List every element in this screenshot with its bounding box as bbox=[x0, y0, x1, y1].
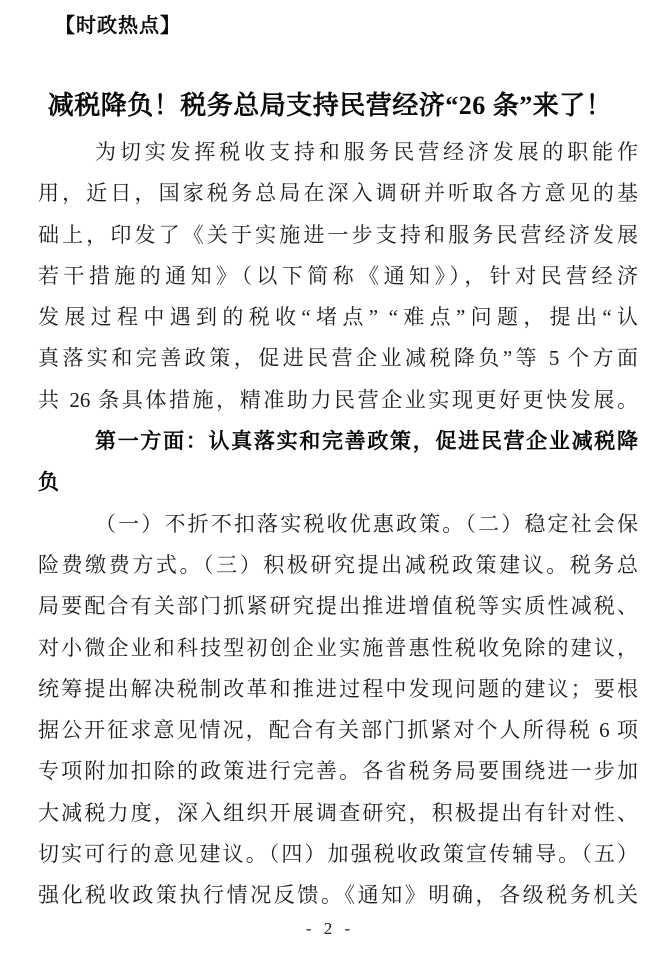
section-heading-line: 第一方面：认真落实和完善政策，促进民营企业减税降 bbox=[95, 429, 638, 454]
body-line: 切实可行的意见建议。（四）加强税收政策宣传辅导。（五） bbox=[38, 842, 638, 867]
body-line: 共 26 条具体措施，精准助力民营企业实现更好更快发展。 bbox=[38, 387, 638, 412]
article-title: 减税降负！税务总局支持民营经济“26 条”来了！ bbox=[47, 91, 613, 120]
body-line: 强化税收政策执行情况反馈。《通知》明确，各级税务机关 bbox=[38, 883, 638, 908]
page-number: - 2 - bbox=[305, 919, 355, 938]
body-line: 局要配合有关部门抓紧研究提出推进增值税等实质性减税、 bbox=[38, 594, 638, 619]
body-line: 据公开征求意见情况，配合有关部门抓紧对个人所得税 6 项 bbox=[38, 718, 638, 743]
body-line: （一）不折不扣落实税收优惠政策。（二）稳定社会保 bbox=[95, 511, 638, 536]
body-line: 真落实和完善政策，促进民营企业减税降负”等 5 个方面 bbox=[38, 346, 638, 371]
body-line: 础上，印发了《关于实施进一步支持和服务民营经济发展 bbox=[38, 222, 638, 247]
body-line: 若干措施的通知》（以下简称《通知》），针对民营经济 bbox=[38, 263, 638, 288]
section-tag: 【时政热点】 bbox=[55, 15, 181, 37]
body-line: 用，近日，国家税务总局在深入调研并听取各方意见的基 bbox=[38, 181, 638, 206]
section-heading-line: 负 bbox=[38, 470, 59, 495]
body-line: 对小微企业和科技型初创企业实施普惠性税收免除的建议， bbox=[38, 635, 638, 660]
body-line: 为切实发挥税收支持和服务民营经济发展的职能作 bbox=[95, 140, 638, 164]
body-line: 统筹提出解决税制改革和推进过程中发现问题的建议；要根 bbox=[38, 676, 638, 701]
body-line: 大减税力度，深入组织开展调查研究，积极提出有针对性、 bbox=[38, 800, 638, 825]
body-line: 专项附加扣除的政策进行完善。各省税务局要围绕进一步加 bbox=[38, 759, 638, 784]
body-line: 险费缴费方式。（三）积极研究提出减税政策建议。税务总 bbox=[38, 552, 638, 577]
body-line: 发展过程中遇到的税收“堵点” “难点”问题，提出“认 bbox=[38, 305, 638, 330]
article-body bbox=[38, 132, 638, 917]
